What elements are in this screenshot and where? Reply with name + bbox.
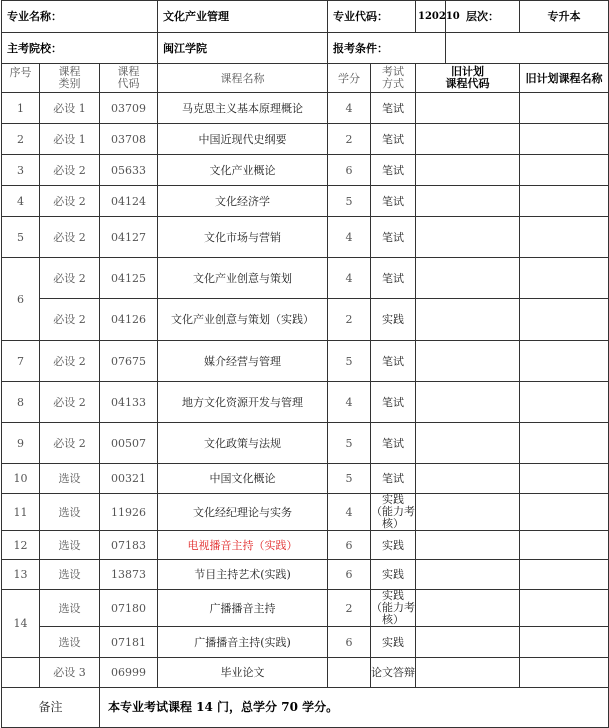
table-row [2, 341, 609, 382]
row-name: 文化经纪理论与实务 [158, 494, 328, 531]
row-code: 04124 [100, 186, 158, 217]
row-type: 必设 2 [40, 258, 100, 299]
row-type: 必设 2 [40, 155, 100, 186]
row-code: 04133 [100, 382, 158, 423]
col-type: 课程 类别 [40, 64, 100, 93]
table-row [2, 93, 609, 124]
row-exam: 论文答辩 [371, 658, 416, 688]
table-row [2, 155, 609, 186]
row-seq: 5 [2, 217, 40, 258]
row-credit: 6 [328, 155, 371, 186]
row-credit [328, 658, 371, 688]
row-code: 04125 [100, 258, 158, 299]
row-old-name [520, 258, 609, 299]
row-old-name [520, 464, 609, 494]
row-old-code [416, 299, 520, 341]
condition-label: 报考条件： [328, 33, 446, 64]
row-name: 文化产业创意与策划（实践） [158, 299, 328, 341]
row-type: 必设 2 [40, 186, 100, 217]
row-old-code [416, 464, 520, 494]
table-row [2, 423, 609, 464]
row-credit: 6 [328, 560, 371, 590]
row-old-code [416, 186, 520, 217]
row-credit: 5 [328, 464, 371, 494]
row-type: 必设 2 [40, 423, 100, 464]
row-old-name [520, 124, 609, 155]
row-seq: 6 [2, 258, 40, 341]
row-type: 必设 2 [40, 299, 100, 341]
major-code: 120210 [416, 1, 446, 33]
row-exam: 笔试 [371, 155, 416, 186]
row-name: 中国近现代史纲要 [158, 124, 328, 155]
row-type: 必设 2 [40, 341, 100, 382]
row-name: 节目主持艺术(实践) [158, 560, 328, 590]
col-code: 课程 代码 [100, 64, 158, 93]
row-type: 必设 1 [40, 93, 100, 124]
row-type: 选设 [40, 531, 100, 560]
row-code: 07180 [100, 590, 158, 627]
row-old-name [520, 423, 609, 464]
row-code: 05633 [100, 155, 158, 186]
row-exam: 实践 （能力考核） [371, 493, 416, 530]
row-old-code [416, 382, 520, 423]
row-exam: 笔试 [371, 464, 416, 494]
table-row [2, 531, 609, 560]
row-code: 03708 [100, 124, 158, 155]
row-seq: 10 [2, 464, 40, 494]
row-credit: 6 [328, 531, 371, 560]
row-name: 地方文化资源开发与管理 [158, 382, 328, 423]
row-credit: 4 [328, 382, 371, 423]
condition-value [446, 33, 609, 64]
row-credit: 2 [328, 590, 371, 627]
curriculum-table [1, 0, 609, 728]
col-name: 课程名称 [158, 64, 328, 93]
row-name: 文化市场与营销 [158, 217, 328, 258]
col-exam: 考试 方式 [371, 64, 416, 93]
row-old-name [520, 155, 609, 186]
row-old-code [416, 531, 520, 560]
row-code: 11926 [100, 494, 158, 531]
level-label: 层次： [446, 1, 520, 33]
remarks-label: 备注 [2, 688, 100, 728]
row-seq: 2 [2, 124, 40, 155]
row-seq: 4 [2, 186, 40, 217]
table-row [2, 124, 609, 155]
row-name-highlighted: 电视播音主持（实践） [158, 531, 328, 560]
row-credit: 6 [328, 627, 371, 658]
row-old-code [416, 124, 520, 155]
row-name: 文化产业概论 [158, 155, 328, 186]
row-old-code [416, 258, 520, 299]
row-code: 04126 [100, 299, 158, 341]
row-credit: 5 [328, 341, 371, 382]
table-row [2, 186, 609, 217]
row-old-code [416, 341, 520, 382]
row-type: 选设 [40, 627, 100, 658]
row-code: 07183 [100, 531, 158, 560]
row-seq: 7 [2, 341, 40, 382]
row-code: 04127 [100, 217, 158, 258]
row-exam: 笔试 [371, 124, 416, 155]
row-old-name [520, 341, 609, 382]
row-old-name [520, 494, 609, 531]
column-header-row [2, 64, 609, 93]
row-name: 马克思主义基本原理概论 [158, 93, 328, 124]
row-old-code [416, 494, 520, 531]
row-exam: 实践 [371, 299, 416, 341]
school-name: 闽江学院 [158, 33, 328, 64]
row-type: 必设 2 [40, 217, 100, 258]
row-exam: 笔试 [371, 217, 416, 258]
row-type: 选设 [40, 560, 100, 590]
row-old-name [520, 658, 609, 688]
row-old-code [416, 93, 520, 124]
row-credit: 5 [328, 186, 371, 217]
row-credit: 2 [328, 299, 371, 341]
row-credit: 2 [328, 124, 371, 155]
row-exam: 笔试 [371, 341, 416, 382]
row-old-code [416, 590, 520, 627]
row-name: 毕业论文 [158, 658, 328, 688]
row-seq: 8 [2, 382, 40, 423]
row-old-name [520, 299, 609, 341]
row-name: 文化经济学 [158, 186, 328, 217]
row-old-code [416, 560, 520, 590]
table-row [2, 658, 609, 688]
col-old-name: 旧计划课程名称 [520, 64, 609, 93]
row-seq: 9 [2, 423, 40, 464]
table-row [2, 627, 609, 658]
row-type: 必设 2 [40, 382, 100, 423]
row-credit: 4 [328, 494, 371, 531]
row-code: 13873 [100, 560, 158, 590]
row-exam: 笔试 [371, 423, 416, 464]
row-type: 选设 [40, 590, 100, 627]
table-row [2, 464, 609, 494]
row-old-name [520, 560, 609, 590]
table-row [2, 590, 609, 627]
row-credit: 4 [328, 258, 371, 299]
row-credit: 4 [328, 93, 371, 124]
table-row [2, 299, 609, 341]
table-row [2, 560, 609, 590]
row-code: 07181 [100, 627, 158, 658]
level-value: 专升本 [520, 1, 609, 33]
row-seq: 13 [2, 560, 40, 590]
row-exam: 实践 [371, 627, 416, 658]
row-code: 00507 [100, 423, 158, 464]
row-exam: 实践 [371, 560, 416, 590]
col-seq: 序号 [2, 64, 40, 93]
row-exam: 笔试 [371, 258, 416, 299]
row-name: 媒介经营与管理 [158, 341, 328, 382]
row-old-name [520, 531, 609, 560]
row-exam: 笔试 [371, 186, 416, 217]
row-old-code [416, 423, 520, 464]
col-credit: 学分 [328, 64, 371, 93]
major-name: 文化产业管理 [158, 1, 328, 33]
row-old-code [416, 658, 520, 688]
row-seq: 14 [2, 590, 40, 658]
table-row [2, 382, 609, 423]
row-old-name [520, 217, 609, 258]
col-old-code: 旧计划 课程代码 [416, 64, 520, 93]
row-type: 必设 3 [40, 658, 100, 688]
row-seq: 3 [2, 155, 40, 186]
row-code: 06999 [100, 658, 158, 688]
row-old-code [416, 627, 520, 658]
row-exam: 笔试 [371, 93, 416, 124]
row-old-name [520, 627, 609, 658]
row-credit: 5 [328, 423, 371, 464]
row-name: 中国文化概论 [158, 464, 328, 494]
row-exam: 实践 （能力考核） [371, 589, 416, 626]
row-old-code [416, 217, 520, 258]
row-name: 文化产业创意与策划 [158, 258, 328, 299]
row-code: 03709 [100, 93, 158, 124]
row-exam: 笔试 [371, 382, 416, 423]
row-seq [2, 658, 40, 688]
table-row [2, 494, 609, 531]
row-name: 文化政策与法规 [158, 423, 328, 464]
row-seq: 12 [2, 531, 40, 560]
major-code-label: 专业代码： [328, 1, 416, 33]
row-type: 选设 [40, 464, 100, 494]
row-old-name [520, 186, 609, 217]
school-label: 主考院校： [2, 33, 158, 64]
row-old-name [520, 93, 609, 124]
row-seq: 11 [2, 494, 40, 531]
table-row [2, 258, 609, 299]
major-name-label: 专业名称： [2, 1, 158, 33]
row-name: 广播播音主持 [158, 590, 328, 627]
row-old-name [520, 590, 609, 627]
row-seq: 1 [2, 93, 40, 124]
remarks-row [2, 688, 609, 728]
row-old-code [416, 155, 520, 186]
row-code: 00321 [100, 464, 158, 494]
table-row [2, 217, 609, 258]
row-exam: 实践 [371, 531, 416, 560]
remarks-text: 本专业考试课程 14 门，总学分 70 学分。 [100, 688, 609, 728]
row-old-name [520, 382, 609, 423]
row-code: 07675 [100, 341, 158, 382]
row-type: 选设 [40, 494, 100, 531]
row-name: 广播播音主持(实践) [158, 627, 328, 658]
row-type: 必设 1 [40, 124, 100, 155]
row-credit: 4 [328, 217, 371, 258]
